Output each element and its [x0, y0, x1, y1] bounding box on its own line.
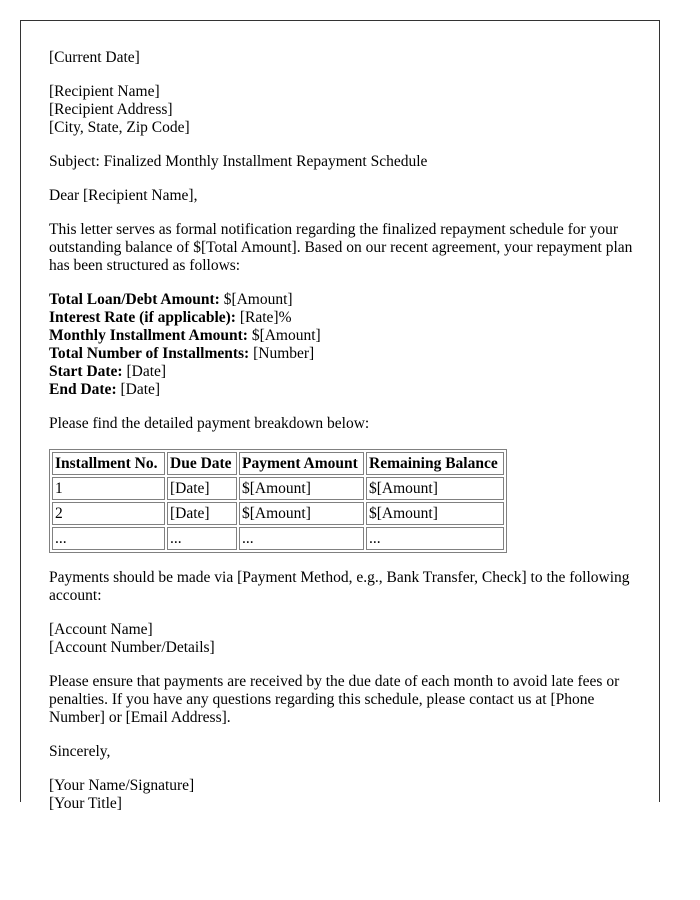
closing-note: Please ensure that payments are received by the due date of each month to avoid late fees or penalties. If you have any questions regarding this schedule, please contact us at [Phone Number] or [Email Address]. — [49, 673, 620, 726]
letter-body — [49, 49, 635, 829]
term-interest-rate — [49, 309, 635, 327]
letter-subject: Subject: Finalized Monthly Installment Repayment Schedule — [49, 153, 428, 170]
table-row — [52, 502, 504, 525]
term-value: [Date] — [116, 381, 161, 398]
term-end-date — [49, 381, 635, 399]
term-start-date — [49, 363, 635, 381]
terms-block — [49, 291, 635, 399]
term-number-installments — [49, 345, 635, 363]
account-name: [Account Name] — [49, 621, 153, 638]
payment-schedule-table — [49, 449, 507, 553]
table-cell: [Date] — [167, 477, 237, 500]
term-value: [Date] — [122, 363, 167, 380]
term-monthly-installment — [49, 327, 635, 345]
table-cell: ... — [52, 527, 165, 550]
salutation: Dear [Recipient Name], — [49, 187, 198, 204]
table-cell: [Date] — [167, 502, 237, 525]
term-label: End Date: — [49, 381, 117, 398]
recipient-city-state-zip: [City, State, Zip Code] — [49, 119, 190, 136]
column-header-payment-amount: Payment Amount — [239, 452, 364, 475]
term-value: [Rate]% — [235, 309, 292, 326]
table-cell: $[Amount] — [366, 477, 504, 500]
signature-name: [Your Name/Signature] — [49, 777, 195, 794]
term-value: $[Amount] — [219, 291, 293, 308]
recipient-address: [Recipient Address] — [49, 101, 173, 118]
table-cell: 2 — [52, 502, 165, 525]
table-cell: ... — [366, 527, 504, 550]
table-cell: 1 — [52, 477, 165, 500]
column-header-installment-no: Installment No. — [52, 452, 165, 475]
table-cell: $[Amount] — [239, 477, 364, 500]
breakdown-intro: Please find the detailed payment breakdown below: — [49, 415, 370, 432]
term-label: Interest Rate (if applicable): — [49, 309, 236, 326]
signature-title: [Your Title] — [49, 795, 122, 812]
payment-method-paragraph: Payments should be made via [Payment Method, e.g., Bank Transfer, Check] to the following account: — [49, 569, 630, 604]
table-cell: $[Amount] — [239, 502, 364, 525]
table-header-row — [52, 452, 504, 475]
term-label: Monthly Installment Amount: — [49, 327, 248, 344]
column-header-remaining-balance: Remaining Balance — [366, 452, 504, 475]
term-label: Total Loan/Debt Amount: — [49, 291, 220, 308]
letter-date: [Current Date] — [49, 49, 140, 66]
recipient-block — [49, 83, 635, 137]
table-cell: $[Amount] — [366, 502, 504, 525]
term-value: $[Amount] — [247, 327, 321, 344]
account-number: [Account Number/Details] — [49, 639, 215, 656]
table-row — [52, 527, 504, 550]
term-label: Total Number of Installments: — [49, 345, 250, 362]
letter-page — [20, 20, 660, 812]
term-value: [Number] — [249, 345, 315, 362]
term-label: Start Date: — [49, 363, 123, 380]
table-row — [52, 477, 504, 500]
recipient-name: [Recipient Name] — [49, 83, 160, 100]
table-cell: ... — [167, 527, 237, 550]
table-cell: ... — [239, 527, 364, 550]
signature-block — [49, 777, 635, 813]
term-total-amount — [49, 291, 635, 309]
intro-paragraph: This letter serves as formal notification regarding the finalized repayment schedule for your outstanding balance of $[Total Amount]. Based on our recent agreement, your repayment plan has been structured as follows: — [49, 221, 633, 274]
column-header-due-date: Due Date — [167, 452, 237, 475]
signoff: Sincerely, — [49, 743, 111, 760]
account-block — [49, 621, 635, 657]
